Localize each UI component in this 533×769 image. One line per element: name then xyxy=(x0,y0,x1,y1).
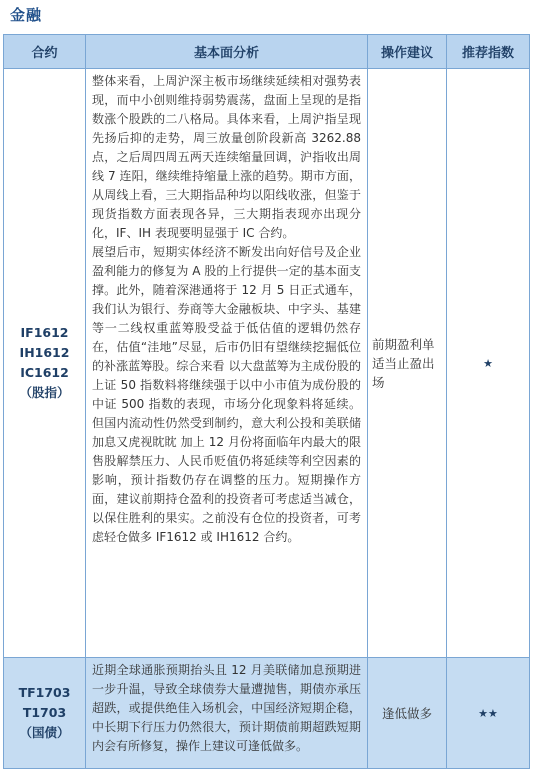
contract-code: IF1612 xyxy=(20,325,69,340)
header-advice: 操作建议 xyxy=(368,35,447,69)
analysis-paragraph: 近期全球通胀预期抬头且 12 月美联储加息预期进一步升温，导致全球债券大量遭抛售，期债亦承压超跌，或提供绝佳入场机会，中国经济短期企稳，中长期下行压力仍然很大，预计期债前期超跌短期内会有所修复，操作上建议可逢低做多。 xyxy=(92,663,361,753)
header-rating: 推荐指数 xyxy=(447,35,530,69)
contract-code: TF1703 xyxy=(18,685,71,700)
contract-code: IH1612 xyxy=(19,345,70,360)
rating-stars: ★ xyxy=(447,69,530,658)
futures-table xyxy=(3,34,530,769)
header-contract: 合约 xyxy=(4,35,86,69)
contract-code: IC1612 xyxy=(20,365,69,380)
contract-category: （股指） xyxy=(19,385,70,400)
contract-cell xyxy=(4,658,86,769)
table-row-stock-index xyxy=(4,69,530,658)
analysis-paragraph: 整体来看，上周沪深主板市场继续延续相对强势表现，而中小创则维持弱势震荡，盘面上呈现的是指数涨个股跌的二八格局。具体来看，上周沪指呈现先扬后抑的走势，周三放量创阶段新高 3262.88 点，之后周四周五两天连续缩量回调，沪指收出周线 7 连阳，继续维持缩量上涨的趋势。期市方面，从周线上看，三大期指品种均以阳线收涨，但鉴于现货指数方面表现各异，三大期指表现亦出现分化，IF、IH 表现要明显强于 IC 合约。 xyxy=(92,74,361,240)
analysis-cell xyxy=(86,69,368,658)
analysis-cell xyxy=(86,658,368,769)
contract-code: T1703 xyxy=(22,705,67,720)
header-analysis: 基本面分析 xyxy=(86,35,368,69)
advice-cell: 逢低做多 xyxy=(368,658,447,769)
table-row-treasury xyxy=(4,658,530,769)
contract-category: （国债） xyxy=(19,725,70,740)
table-header-row xyxy=(4,35,530,69)
rating-stars: ★★ xyxy=(447,658,530,769)
contract-cell xyxy=(4,69,86,658)
analysis-paragraph: 展望后市，短期实体经济不断发出向好信号及企业盈利能力的修复为 A 股的上行提供一定的基本面支撑。此外，随着深港通将于 12 月 5 日正式通车，我们认为银行、券商等大金融板块、中字头、基建等一二线权重蓝筹股受益于低估值的逻辑仍然存在，估值“洼地”尽显，后市仍旧有望继续挖掘低位的补涨蓝筹股。综合来看 以大盘蓝筹为主成份股的上证 50 指数料将继续强于以中小市值为成份股的中证 500 指数的表现，市场分化现象料将延续。但国内流动性仍然受到制约，意大利公投和美联储加息又虎视眈眈 加上 12 月份将面临年内最大的限售股解禁压力、人民币贬值仍将延续等利空因素的影响，预计指数仍存在调整的压力。短期操作方面，建议前期持仓盈利的投资者可考虑适当减仓，以保住胜利的果实。之前没有仓位的投资者，可考虑轻仓做多 IF1612 或 IH1612 合约。 xyxy=(92,245,361,544)
advice-cell: 前期盈利单适当止盈出场 xyxy=(368,69,447,658)
section-title: 金融 xyxy=(10,6,43,24)
